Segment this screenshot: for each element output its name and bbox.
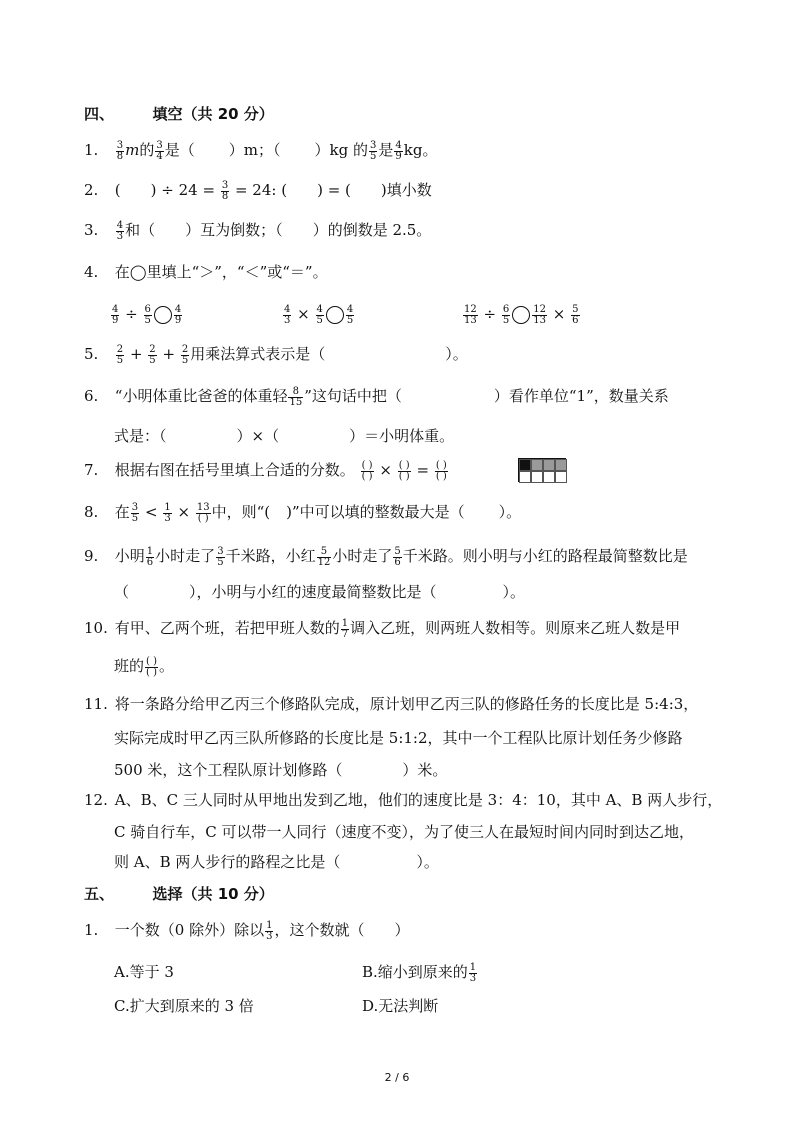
question-number: 3. — [84, 221, 99, 239]
choice-question-1: 1. 一个数（0 除外）除以 $\frac{1}{3}$ ，这个数就（ ） — [84, 919, 410, 942]
question-9: 9. 小明 $\frac{1}{6}$ 小时走了 $\frac{3}{5}$ 千米路，小红 $\frac{5}{12}$ 小时走了 $\frac{5}{6}$ 千米路。则小明与小红的路程最简整数比是 — [84, 545, 688, 568]
figure-cell — [543, 459, 555, 471]
compare-expression-2: $\frac{4}{3}$ × $\frac{4}{5}$ $\frac{4}{5}$ — [284, 303, 354, 326]
question-number: 1. — [84, 921, 99, 939]
question-11-line-2: 实际完成时甲乙丙三队所修路的长度比是 5:1:2，其中一个工程队比原计划任务少修路 — [114, 729, 683, 747]
variable: m — [125, 141, 140, 159]
fraction: $\frac{3}{8}$ — [221, 179, 229, 202]
figure-cell — [543, 471, 555, 483]
question-2: 2. ( ) ÷ 24 = $\frac{3}{8}$ = 24: ( ) = ( )填小数 — [84, 179, 432, 202]
question-12: 12. A、B、C 三人同时从甲地出发到乙地，他们的速度比是 3：4：10，其中 A、B 两人步行， — [84, 791, 723, 809]
section-heading — [84, 884, 274, 904]
fraction: $\frac{3}{4}$ — [156, 139, 163, 162]
question-number: 9. — [84, 547, 99, 565]
question-number: 5. — [84, 345, 99, 363]
question-6: 6. “小明体重比爸爸的体重轻 $\frac{8}{15}$ ”这句话中把（ ）看作单位“1”，数量关系 — [84, 385, 669, 408]
fraction: $\frac{3}{8}$ — [116, 139, 124, 162]
question-5: 5. $\frac{2}{5}$ + $\frac{2}{5}$ + $\frac{2}{5}$ 用乘法算式表示是（ ）。 — [84, 343, 468, 366]
question-12-line-2: C 骑自行车，C 可以带一人同行（速度不变），为了使三人在最短时间内同时到达乙地， — [114, 823, 694, 841]
question-9-line-2: （ ），小明与小红的速度最简整数比是（ ）。 — [114, 583, 526, 601]
answer-circle[interactable] — [154, 306, 172, 324]
page-number: 2 / 6 — [384, 1071, 410, 1084]
section-number: 四、 — [84, 105, 115, 123]
option-d[interactable]: D.无法判断 — [362, 997, 439, 1015]
figure-cell — [531, 471, 543, 483]
fraction: $\frac{4}{9}$ — [395, 139, 402, 162]
compare-expression-1: $\frac{4}{9}$ ÷ $\frac{6}{5}$ $\frac{4}{9}$ — [112, 303, 182, 326]
section-title: 填空（共 20 分） — [152, 105, 274, 123]
question-number: 10. — [84, 619, 108, 637]
question-number: 8. — [84, 503, 99, 521]
option-a[interactable]: A.等于 3 — [114, 963, 174, 981]
question-4 — [84, 262, 328, 282]
fraction: $\frac{4}{3}$ — [116, 219, 124, 242]
figure-cell — [531, 459, 543, 471]
question-number: 4. — [84, 263, 99, 281]
question-number: 11. — [84, 695, 108, 713]
question-7: 7. 根据右图在括号里填上合适的分数。 $\frac{( )}{( )}$ × $\frac{( )}{( )}$ = $\frac{( )}{( )}$ — [84, 459, 447, 482]
figure-cell — [555, 459, 567, 471]
compare-expression-3: $\frac{12}{13}$ ÷ $\frac{6}{5}$ $\frac{12}{13}$ × $\frac{5}{6}$ — [464, 303, 579, 326]
blank-fraction[interactable]: $\frac{( )}{( )}$ — [398, 459, 410, 482]
option-c[interactable]: C.扩大到原来的 3 倍 — [114, 997, 254, 1015]
figure-cell — [519, 459, 531, 471]
question-1: 1. $\frac{3}{8}$ m的 $\frac{3}{4}$ 是（ ）m；（ ）kg 的 $\frac{3}{5}$ 是 $\frac{4}{9}$ kg。 — [84, 139, 438, 162]
question-number: 2. — [84, 181, 99, 199]
figure-cell — [555, 471, 567, 483]
question-11: 11. 将一条路分给甲乙丙三个修路队完成，原计划甲乙丙三队的修路任务的长度比是 5:4:3， — [84, 695, 699, 713]
question-6-line-2: 式是：（ ）×（ ）＝小明体重。 — [114, 427, 455, 445]
question-11-line-3: 500 米，这个工程队原计划修路（ ）米。 — [114, 761, 448, 779]
fraction: $\frac{3}{5}$ — [370, 139, 377, 162]
figure-cell — [519, 471, 531, 483]
question-number: 7. — [84, 461, 99, 479]
question-10-line-2: 班的 $\frac{( )}{( )}$ 。 — [114, 655, 175, 678]
blank-fraction[interactable]: $\frac{( )}{( )}$ — [435, 459, 447, 482]
question-12-line-3: 则 A、B 两人步行的路程之比是（ ）。 — [114, 853, 439, 871]
question-number: 12. — [84, 791, 108, 809]
answer-circle[interactable] — [326, 306, 344, 324]
option-b[interactable]: B.缩小到原来的 $\frac{1}{3}$ — [362, 961, 477, 984]
section-title: 选择（共 10 分） — [152, 885, 274, 903]
answer-circle[interactable] — [512, 306, 530, 324]
section-heading — [84, 104, 274, 124]
question-10: 10. 有甲、乙两个班，若把甲班人数的 $\frac{1}{7}$ 调入乙班，则两班人数相等。则原来乙班人数是甲 — [84, 617, 681, 640]
fraction-figure — [518, 458, 566, 482]
question-8: 8. 在 $\frac{3}{5}$ < $\frac{1}{3}$ × $\frac{13}{( )}$ 中，则“( )”中可以填的整数最大是（ ）。 — [84, 501, 522, 524]
question-3: 3. $\frac{4}{3}$ 和（ ）互为倒数；（ ）的倒数是 2.5。 — [84, 219, 432, 242]
question-number: 6. — [84, 387, 99, 405]
question-number: 1. — [84, 141, 99, 159]
question-text: 在◯里填上“＞”，“＜”或“＝”。 — [114, 263, 328, 281]
section-number: 五、 — [84, 885, 115, 903]
blank-fraction[interactable]: $\frac{( )}{( )}$ — [361, 459, 373, 482]
blank-fraction[interactable]: $\frac{( )}{( )}$ — [146, 655, 157, 678]
